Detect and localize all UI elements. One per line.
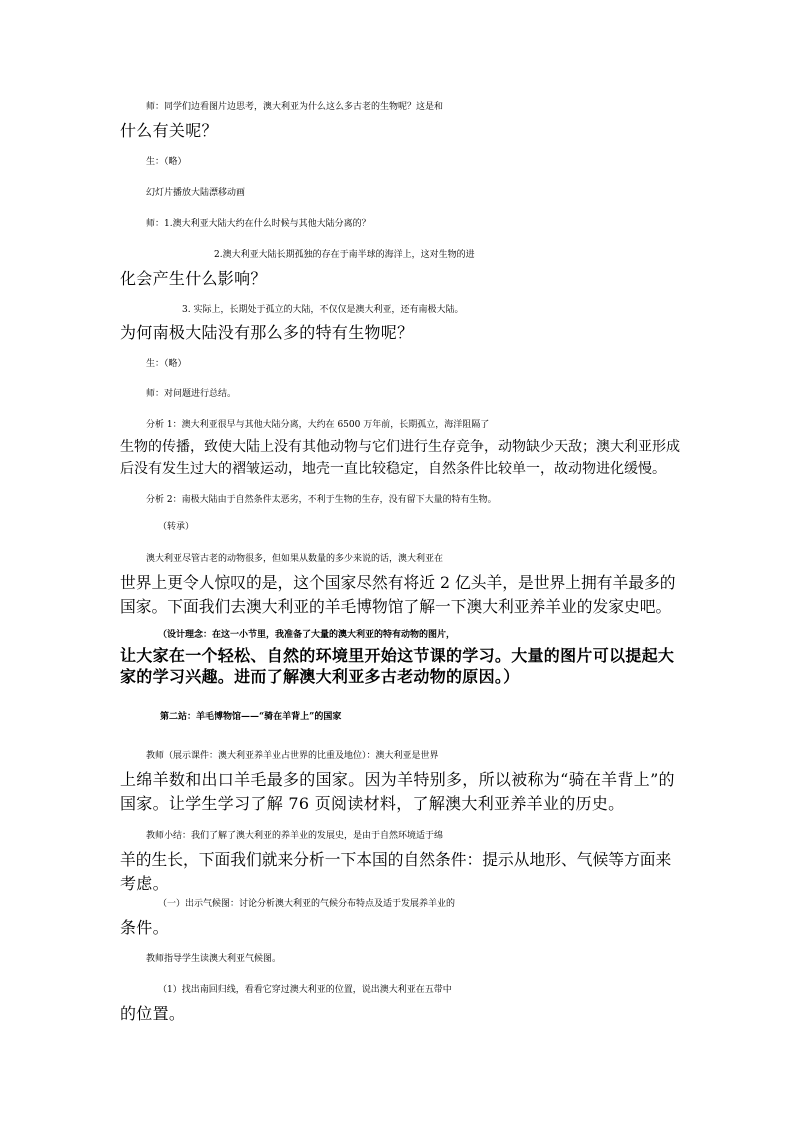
- paragraph-line: 国家。让学生学习了解 76 页阅读材料，了解澳大利亚养羊业的历史。: [120, 794, 625, 813]
- paragraph-line: 教师指导学生读澳大利亚气候图。: [146, 954, 282, 964]
- paragraph-line: 羊的生长，下面我们就来分析一下本国的自然条件：提示从地形、气候等方面来: [120, 850, 672, 869]
- paragraph-line: 世界上更令人惊叹的是，这个国家尽然有将近 2 亿头羊，是世界上拥有羊最多的: [120, 573, 676, 592]
- paragraph-line: 考虑。: [120, 874, 169, 893]
- paragraph-line: 什么有关呢？: [120, 121, 218, 140]
- paragraph-line: 师：1.澳大利亚大陆大约在什么时候与其他大陆分离的？: [146, 219, 371, 229]
- paragraph-line: 为何南极大陆没有那么多的特有生物呢？: [120, 323, 414, 342]
- section-heading: 第二站：羊毛博物馆——“骑在羊背上”的国家: [160, 712, 342, 722]
- design-note-line: 让大家在一个轻松、自然的环境里开始这节课的学习。大量的图片可以提起大: [120, 646, 675, 665]
- design-note-line: （设计理念：在这一小节里，我准备了大量的澳大利亚的特有动物的图片，: [158, 630, 456, 640]
- design-note-line: 家的学习兴趣。进而了解澳大利亚多古老动物的原因。）: [120, 667, 520, 686]
- paragraph-line: （一）出示气候图：讨论分析澳大利亚的气候分布特点及适于发展养羊业的: [158, 899, 456, 909]
- paragraph-line: 分析 1：澳大利亚很早与其他大陆分离，大约在 6500 万年前，长期孤立，海洋阻隔了: [146, 420, 490, 430]
- paragraph-line: 师：同学们边看图片边思考，澳大利亚为什么这么多古老的生物呢？这是和: [146, 102, 444, 112]
- paragraph-line: 教师小结：我们了解了澳大利亚的养羊业的发展史，是由于自然环境适于绵: [146, 831, 444, 841]
- paragraph-line: 上绵羊数和出口羊毛最多的国家。因为羊特别多，所以被称为“骑在羊背上”的: [120, 770, 675, 789]
- paragraph-line: 条件。: [120, 918, 169, 937]
- paragraph-line: 生：（略）: [146, 359, 187, 369]
- paragraph-line: 生：（略）: [146, 157, 187, 167]
- paragraph-line: 国家。下面我们去澳大利亚的羊毛博物馆了解一下澳大利亚养羊业的发家史吧。: [120, 597, 672, 616]
- paragraph-line: （转承）: [158, 522, 195, 532]
- paragraph-line: 师：对问题进行总结。: [146, 389, 237, 399]
- paragraph-line: 的位置。: [120, 1004, 186, 1023]
- paragraph-line: 教师（展示课件：澳大利亚养羊业占世界的比重及地位）：澳大利亚是世界: [146, 751, 439, 761]
- paragraph-line: 幻灯片播放大陆漂移动画: [146, 188, 246, 198]
- paragraph-line: 澳大利亚尽管古老的动物很多，但如果从数量的多少来说的话，澳大利亚在: [146, 554, 444, 564]
- paragraph-line: 分析 2：南极大陆由于自然条件太恶劣，不利于生物的生存，没有留下大量的特有生物。: [146, 495, 497, 505]
- paragraph-line: 2.澳大利亚大陆长期孤独的存在于南半球的海洋上，这对生物的进: [214, 250, 475, 260]
- paragraph-line: 化会产生什么影响？: [120, 269, 267, 288]
- paragraph-line: 生物的传播，致使大陆上没有其他动物与它们进行生存竞争，动物缺少天敌；澳大利亚形成: [120, 439, 680, 455]
- paragraph-line: 3. 实际上，长期处于孤立的大陆，不仅仅是澳大利亚，还有南极大陆。: [182, 305, 464, 315]
- paragraph-line: 后没有发生过大的褶皱运动，地壳一直比较稳定，自然条件比较单一，故动物进化缓慢。: [120, 461, 666, 477]
- paragraph-line: （1）找出南回归线，看看它穿过澳大利亚的位置，说出澳大利亚在五带中: [158, 985, 452, 995]
